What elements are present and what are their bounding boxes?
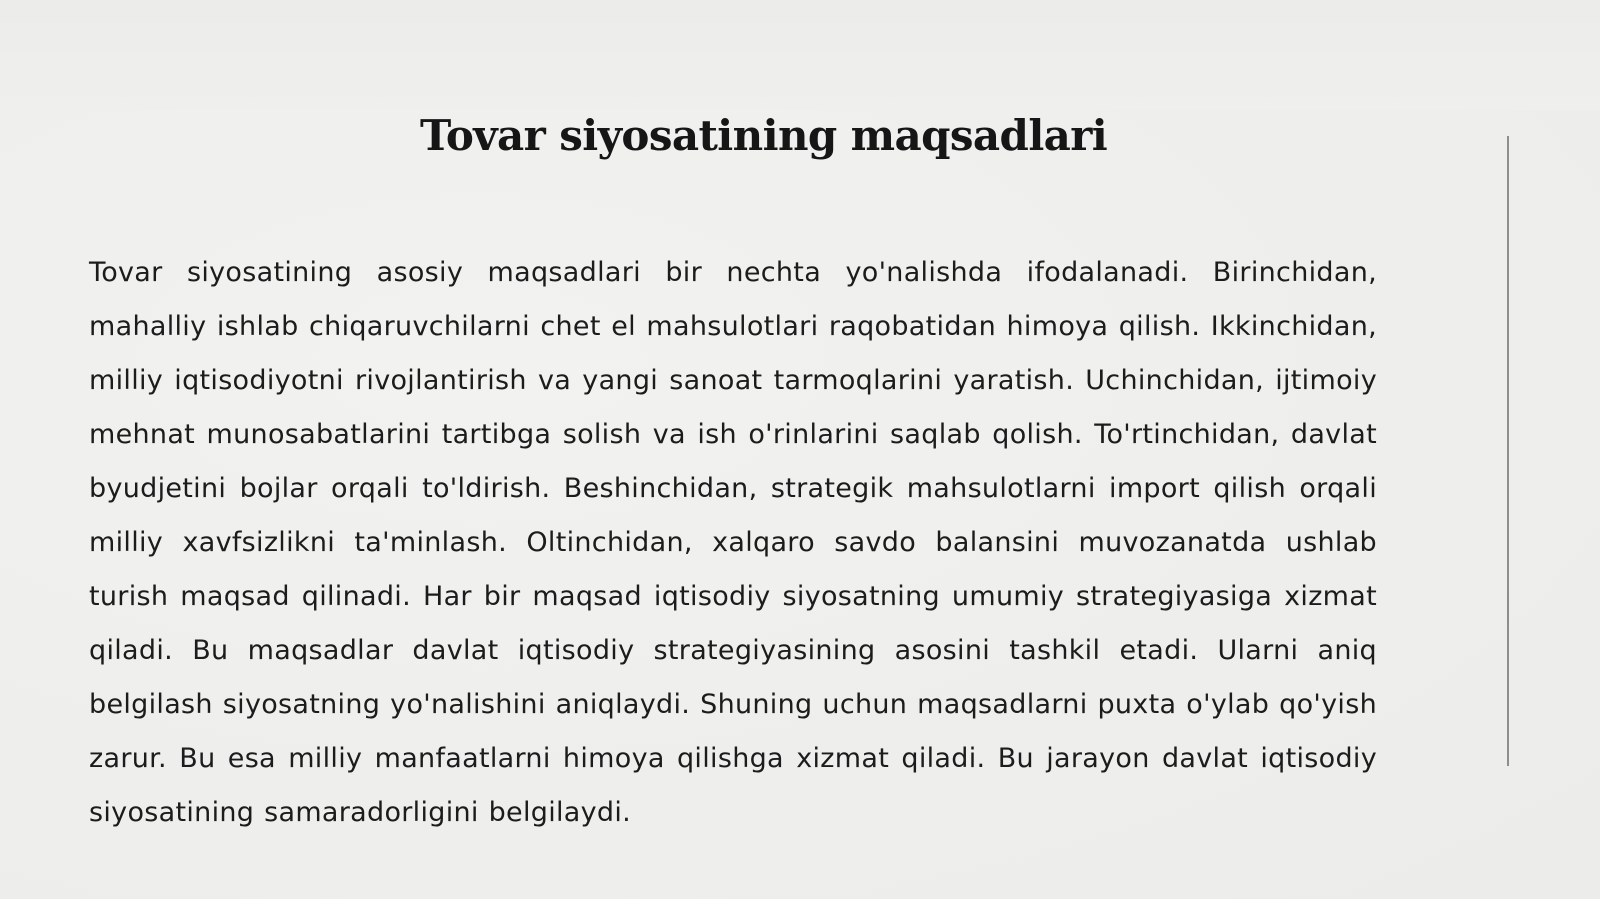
vertical-divider [1507,136,1509,766]
slide-title: Tovar siyosatining maqsadlari [420,111,1108,160]
top-band [0,0,1600,110]
slide-body-text: Tovar siyosatining asosiy maqsadlari bir nechta yo'nalishda ifodalanadi. Birinchidan, mahalliy ishlab chiqaruvchilarni chet el mahsulotlari raqobatidan himoya qilish. Ikkinchidan, milliy iqtisodiyotni rivojlantirish va yangi sanoat tarmoqlarini yaratish. Uchinchidan, ijtimoiy mehnat munosabatlarini tartibga solish va ish o'rinlarini saqlab qolish. To'rtinchidan, davlat byudjetini bojlar orqali to'ldirish. Beshinchidan, strategik mahsulotlarni import qilish orqali milliy xavfsizlikni ta'minlash. Oltinchidan, xalqaro savdo balansini muvozanatda ushlab turish maqsad qilinadi. Har bir maqsad iqtisodiy siyosatning umumiy strategiyasiga xizmat qiladi. Bu maqsadlar davlat iqtisodiy strategiyasining asosini tashkil etadi. Ularni aniq belgilash siyosatning yo'nalishini aniqlaydi. Shuning uchun maqsadlarni puxta o'ylab qo'yish zarur. Bu esa milliy manfaatlarni himoya qilishga xizmat qiladi. Bu jarayon davlat iqtisodiy siyosatining samaradorligini belgilaydi. [89,257,1377,828]
